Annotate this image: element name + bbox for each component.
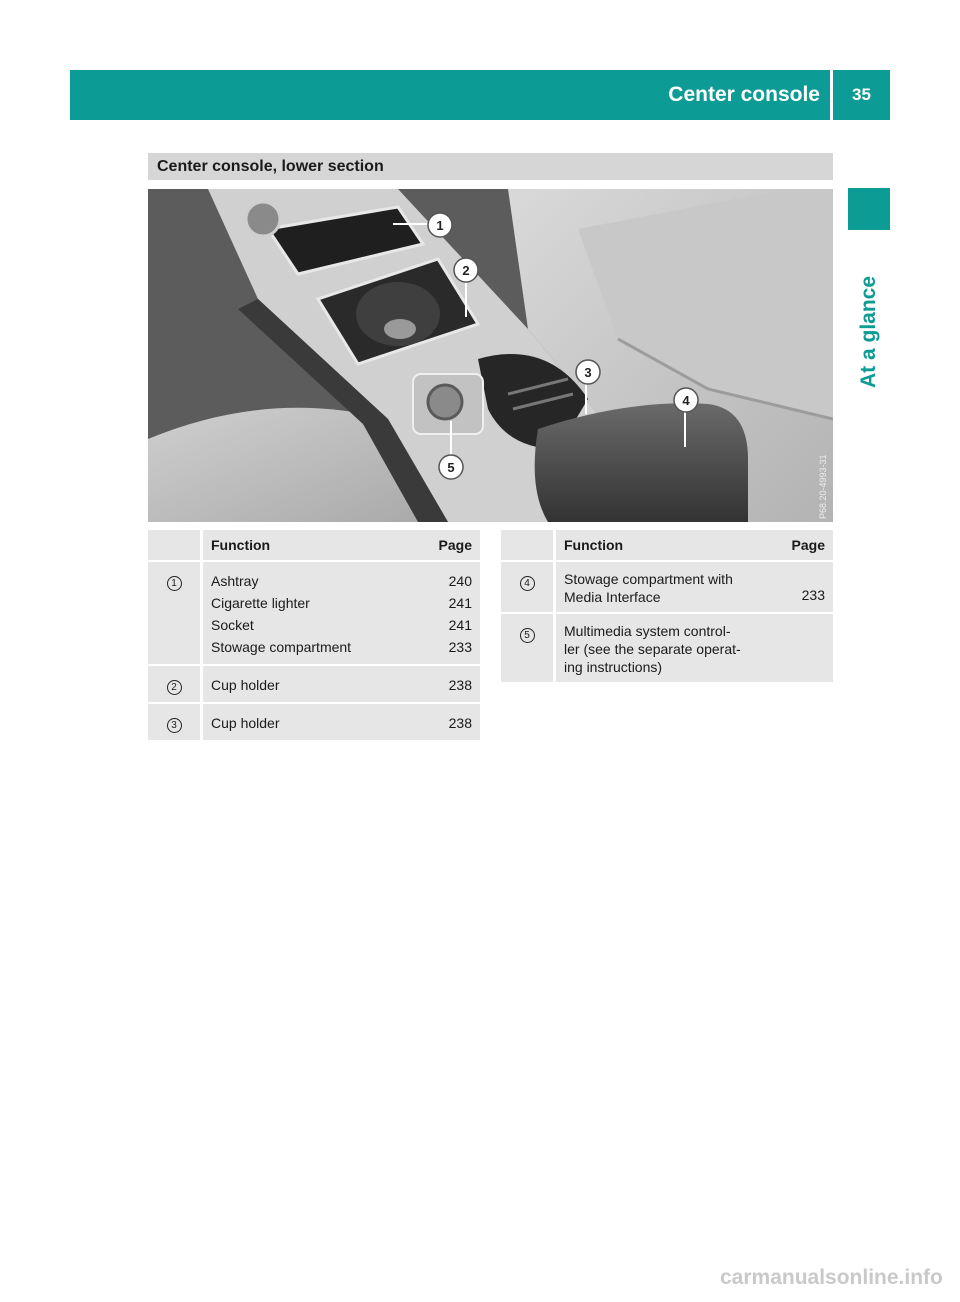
col-number [501, 530, 555, 561]
function-text: Cup holder [202, 665, 415, 703]
function-text: Multimedia system control- [564, 623, 731, 639]
function-table-right [501, 530, 833, 682]
callout-3-label: 3 [584, 365, 592, 380]
callout-5-label: 5 [447, 460, 455, 475]
item-number: 2 [167, 680, 182, 695]
table-row [501, 613, 833, 682]
function-text: Media Interface [564, 589, 661, 605]
side-tab-label: At a glance [857, 275, 880, 388]
callout-1-label: 1 [436, 218, 444, 233]
col-function: Function [555, 530, 768, 561]
page-ref: 238 [414, 703, 480, 740]
image-code: P68.20-4993-31 [818, 454, 828, 519]
function-text: Cigarette lighter [211, 595, 310, 611]
function-text: Stowage compartment with [564, 571, 733, 587]
table-row [501, 561, 833, 613]
col-page: Page [414, 530, 480, 561]
function-text: Ashtray [211, 573, 259, 589]
item-number: 4 [520, 576, 535, 591]
function-text: Cup holder [202, 703, 415, 740]
console-photo-illustration [148, 189, 833, 522]
console-figure [148, 189, 833, 522]
footer-watermark: carmanualsonline.info [720, 1266, 943, 1289]
table-row [148, 665, 480, 703]
table-row [148, 561, 480, 665]
page-ref: 240 [448, 573, 472, 589]
page-ref: 238 [414, 665, 480, 703]
function-table-left [148, 530, 480, 740]
col-function: Function [202, 530, 415, 561]
page-ref: 241 [448, 617, 472, 633]
item-number: 1 [167, 576, 182, 591]
page-header [70, 70, 890, 120]
function-text: Stowage compartment [211, 639, 352, 655]
page-ref: 233 [767, 561, 833, 613]
page-ref [767, 613, 833, 682]
page-ref: 241 [448, 595, 472, 611]
col-page: Page [767, 530, 833, 561]
function-text: Socket [211, 617, 254, 633]
header-section-title: Center console [668, 83, 820, 106]
item-number: 5 [520, 628, 535, 643]
item-number: 3 [167, 718, 182, 733]
callout-4-label: 4 [682, 393, 690, 408]
callout-2-label: 2 [462, 263, 470, 278]
section-title: Center console, lower section [148, 153, 833, 180]
page-number: 35 [852, 85, 871, 104]
col-number [148, 530, 202, 561]
page-ref: 233 [448, 639, 472, 655]
function-text: ing instructions) [564, 659, 663, 675]
table-row [148, 703, 480, 740]
function-text: ler (see the separate operat- [564, 641, 741, 657]
